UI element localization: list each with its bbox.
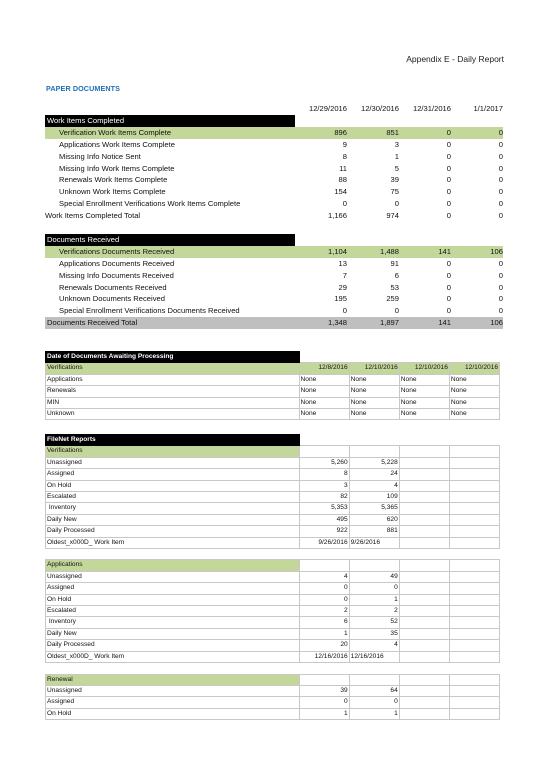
cell: 0 xyxy=(349,583,399,594)
cell: 0 xyxy=(446,187,451,197)
row-label: Unassigned xyxy=(46,571,300,582)
cell: 0 xyxy=(498,187,503,197)
cell: 0 xyxy=(342,306,347,316)
documents-title: Documents Received xyxy=(45,234,295,246)
cell: 0 xyxy=(446,270,451,280)
cell: 195 xyxy=(334,294,347,304)
group-label: Renewal xyxy=(46,674,300,685)
cell: 52 xyxy=(349,617,399,628)
cell: 64 xyxy=(349,685,399,696)
table-row xyxy=(46,514,500,525)
cell: None xyxy=(349,397,399,408)
cell: 9/26/2016 xyxy=(349,537,399,548)
cell: 4 xyxy=(299,571,349,582)
cell: 922 xyxy=(299,526,349,537)
cell: None xyxy=(449,409,499,420)
awaiting-header-row xyxy=(46,363,500,374)
cell: 0 xyxy=(446,282,451,292)
row-label: Unassigned xyxy=(46,457,300,468)
cell: 0 xyxy=(498,199,503,209)
cell: None xyxy=(449,397,499,408)
row-label: Verifications xyxy=(46,363,300,374)
cell: 5 xyxy=(394,163,399,173)
table-row xyxy=(46,571,500,582)
cell: 5,260 xyxy=(299,457,349,468)
table-row xyxy=(46,537,500,548)
cell: 7 xyxy=(342,270,347,280)
cell: 39 xyxy=(390,175,399,185)
row-label: Renewals xyxy=(46,386,300,397)
table-row xyxy=(45,246,503,258)
cell: 0 xyxy=(498,270,503,280)
table-row xyxy=(45,151,503,163)
cell: 0 xyxy=(446,139,451,149)
cell: None xyxy=(299,386,349,397)
row-label: Applications Work Items Complete xyxy=(59,139,175,149)
cell: 2 xyxy=(299,606,349,617)
cell: 91 xyxy=(390,258,399,268)
cell: 154 xyxy=(334,187,347,197)
total-cell: 106 xyxy=(451,317,503,329)
cell: 0 xyxy=(446,258,451,268)
cell: 109 xyxy=(349,492,399,503)
cell: 896 xyxy=(295,127,347,139)
table-row xyxy=(46,685,500,696)
cell: 4 xyxy=(349,640,399,651)
row-label: Assigned xyxy=(46,697,300,708)
cell: 6 xyxy=(299,617,349,628)
row-label: On Hold xyxy=(46,594,300,605)
cell: None xyxy=(399,397,449,408)
cell: None xyxy=(449,374,499,385)
cell: 1,104 xyxy=(295,246,347,258)
cell: 1 xyxy=(349,708,399,719)
cell: 0 xyxy=(498,294,503,304)
cell: 0 xyxy=(299,594,349,605)
total-cell: 1,348 xyxy=(295,317,347,329)
cell: 9 xyxy=(342,139,347,149)
table-row xyxy=(46,492,500,503)
cell: 0 xyxy=(342,199,347,209)
cell: 53 xyxy=(390,282,399,292)
filenet-title-row xyxy=(46,435,500,446)
row-label: Unknown Work Items Complete xyxy=(59,187,166,197)
table-row xyxy=(46,651,500,662)
cell: 5,353 xyxy=(299,503,349,514)
section-title: PAPER DOCUMENTS xyxy=(46,84,121,93)
row-label: Daily New xyxy=(46,514,300,525)
date-col-4: 1/1/2017 xyxy=(473,104,503,113)
table-row xyxy=(45,174,503,186)
cell: 1,488 xyxy=(347,246,399,258)
table-row xyxy=(45,163,503,175)
table-row xyxy=(45,282,503,294)
cell: 3 xyxy=(299,480,349,491)
table-row xyxy=(46,503,500,514)
work-items-title: Work Items Completed xyxy=(45,115,295,127)
total-row xyxy=(45,317,503,329)
cell: 141 xyxy=(399,246,451,258)
cell: None xyxy=(449,386,499,397)
date-header-row xyxy=(45,103,503,115)
cell: None xyxy=(399,374,449,385)
cell: 8 xyxy=(342,151,347,161)
table-row xyxy=(45,258,503,270)
cell: 1 xyxy=(299,708,349,719)
cell: 39 xyxy=(299,685,349,696)
group-label: Applications xyxy=(46,560,300,571)
row-label: Unassigned xyxy=(46,685,300,696)
cell: 11 xyxy=(339,163,347,173)
cell: 1 xyxy=(394,151,399,161)
applications-subheader xyxy=(46,560,500,571)
cell: 8 xyxy=(299,469,349,480)
awaiting-title-row xyxy=(46,352,500,363)
cell: 35 xyxy=(349,628,399,639)
table-row xyxy=(46,628,500,639)
table-row xyxy=(45,305,503,317)
total-cell: 0 xyxy=(498,211,503,221)
table-row xyxy=(46,708,500,719)
cell: 0 xyxy=(498,258,503,268)
total-row xyxy=(45,210,503,222)
row-label: Special Enrollment Verifications Documents Received xyxy=(59,306,240,316)
table-row xyxy=(46,469,500,480)
verifications-subheader xyxy=(46,446,500,457)
table-row xyxy=(45,198,503,210)
cell: 0 xyxy=(446,151,451,161)
total-cell: 141 xyxy=(399,317,451,329)
row-label: On Hold xyxy=(46,480,300,491)
appendix-header: Appendix E - Daily Report xyxy=(406,54,504,64)
row-label: Applications xyxy=(46,374,300,385)
table-row xyxy=(46,386,500,397)
cell: 12/10/2016 xyxy=(399,363,449,374)
total-cell: 974 xyxy=(386,211,399,221)
cell: 620 xyxy=(349,514,399,525)
cell: 259 xyxy=(386,294,399,304)
row-label: Assigned xyxy=(46,469,300,480)
row-label: Verification Work Items Complete xyxy=(45,127,295,139)
cell: 6 xyxy=(394,270,399,280)
cell: 0 xyxy=(394,306,399,316)
cell: 0 xyxy=(451,127,503,139)
row-label: Missing Info Notice Sent xyxy=(59,151,141,161)
cell: 24 xyxy=(349,469,399,480)
awaiting-processing-table xyxy=(45,351,500,420)
cell: 82 xyxy=(299,492,349,503)
cell: 88 xyxy=(338,175,347,185)
date-col-1: 12/29/2016 xyxy=(308,104,347,113)
table-row xyxy=(46,409,500,420)
cell: 0 xyxy=(394,199,399,209)
cell: 1 xyxy=(349,594,399,605)
cell: 0 xyxy=(299,697,349,708)
cell: 851 xyxy=(347,127,399,139)
date-col-3: 12/31/2016 xyxy=(412,104,451,113)
row-label: On Hold xyxy=(46,708,300,719)
total-cell: 1,897 xyxy=(347,317,399,329)
table-row xyxy=(46,697,500,708)
row-label: Inventory xyxy=(46,617,300,628)
cell: 0 xyxy=(446,175,451,185)
cell: 29 xyxy=(338,282,347,292)
row-label: Inventory xyxy=(46,503,300,514)
filenet-title: FileNet Reports xyxy=(46,435,300,446)
row-label: Renewals Documents Received xyxy=(59,282,167,292)
cell: 0 xyxy=(446,306,451,316)
cell: 0 xyxy=(446,163,451,173)
cell: None xyxy=(349,409,399,420)
spacer-row xyxy=(45,222,503,234)
cell: 0 xyxy=(446,199,451,209)
cell: 0 xyxy=(498,163,503,173)
cell: 20 xyxy=(299,640,349,651)
cell: 12/16/2016 xyxy=(299,651,349,662)
cell: None xyxy=(349,374,399,385)
cell: 0 xyxy=(498,282,503,292)
cell: None xyxy=(299,397,349,408)
table-row xyxy=(45,186,503,198)
table-row xyxy=(45,127,503,139)
cell: 0 xyxy=(498,139,503,149)
cell: 75 xyxy=(390,187,399,197)
cell: 2 xyxy=(349,606,399,617)
cell: 0 xyxy=(349,697,399,708)
cell: 12/10/2016 xyxy=(449,363,499,374)
cell: 13 xyxy=(338,258,347,268)
table-row xyxy=(46,640,500,651)
row-label: Missing Info Work Items Complete xyxy=(59,163,175,173)
table-row xyxy=(45,270,503,282)
table-row xyxy=(46,457,500,468)
cell: 9/26/2016 xyxy=(299,537,349,548)
documents-title-row xyxy=(45,234,503,246)
total-cell: 1,166 xyxy=(327,211,347,221)
row-label: MIN xyxy=(46,397,300,408)
total-cell: 0 xyxy=(446,211,451,221)
row-label: Assigned xyxy=(46,583,300,594)
cell: 495 xyxy=(299,514,349,525)
table-row xyxy=(45,139,503,151)
cell: 0 xyxy=(446,294,451,304)
awaiting-title: Date of Documents Awaiting Processing xyxy=(46,352,300,363)
paper-documents-table xyxy=(45,103,503,329)
cell: 4 xyxy=(349,480,399,491)
cell: 0 xyxy=(498,175,503,185)
cell: None xyxy=(299,409,349,420)
row-label: Applications Documents Received xyxy=(59,258,175,268)
cell: 3 xyxy=(394,139,399,149)
row-label: Verifications Documents Received xyxy=(45,246,295,258)
cell: None xyxy=(349,386,399,397)
table-row xyxy=(46,374,500,385)
cell: None xyxy=(299,374,349,385)
row-label: Missing Info Documents Received xyxy=(59,270,174,280)
cell: 106 xyxy=(451,246,503,258)
cell: 881 xyxy=(349,526,399,537)
row-label: Daily Processed xyxy=(46,640,300,651)
cell: 0 xyxy=(498,151,503,161)
table-row xyxy=(45,293,503,305)
renewal-subheader xyxy=(46,674,500,685)
table-row xyxy=(46,526,500,537)
table-row xyxy=(46,583,500,594)
table-row xyxy=(46,480,500,491)
cell: 5,365 xyxy=(349,503,399,514)
row-label: Escalated xyxy=(46,492,300,503)
row-label: Daily New xyxy=(46,628,300,639)
total-label: Documents Received Total xyxy=(45,317,295,329)
cell: 49 xyxy=(349,571,399,582)
spacer-row xyxy=(46,663,500,674)
cell: None xyxy=(399,386,449,397)
cell: None xyxy=(399,409,449,420)
row-label: Renewals Work Items Complete xyxy=(59,175,168,185)
cell: 1 xyxy=(299,628,349,639)
table-row xyxy=(46,606,500,617)
cell: 0 xyxy=(498,306,503,316)
cell: 12/8/2016 xyxy=(299,363,349,374)
row-label: Oldest_x000D_ Work Item xyxy=(46,537,300,548)
cell: 0 xyxy=(299,583,349,594)
row-label: Escalated xyxy=(46,606,300,617)
filenet-reports-table xyxy=(45,434,500,720)
row-label: Oldest_x000D_ Work Item xyxy=(46,651,300,662)
work-items-title-row xyxy=(45,115,503,127)
table-row xyxy=(46,397,500,408)
spacer-row xyxy=(46,549,500,560)
row-label: Daily Processed xyxy=(46,526,300,537)
cell: 12/10/2016 xyxy=(349,363,399,374)
row-label: Unknown Documents Received xyxy=(59,294,165,304)
row-label: Special Enrollment Verifications Work Items Complete xyxy=(59,199,241,209)
total-label: Work Items Completed Total xyxy=(45,211,141,221)
cell: 0 xyxy=(399,127,451,139)
table-row xyxy=(46,617,500,628)
cell: 5,228 xyxy=(349,457,399,468)
group-label: Verifications xyxy=(46,446,300,457)
row-label: Unknown xyxy=(46,409,300,420)
table-row xyxy=(46,594,500,605)
cell: 12/16/2016 xyxy=(349,651,399,662)
date-col-2: 12/30/2016 xyxy=(360,104,399,113)
